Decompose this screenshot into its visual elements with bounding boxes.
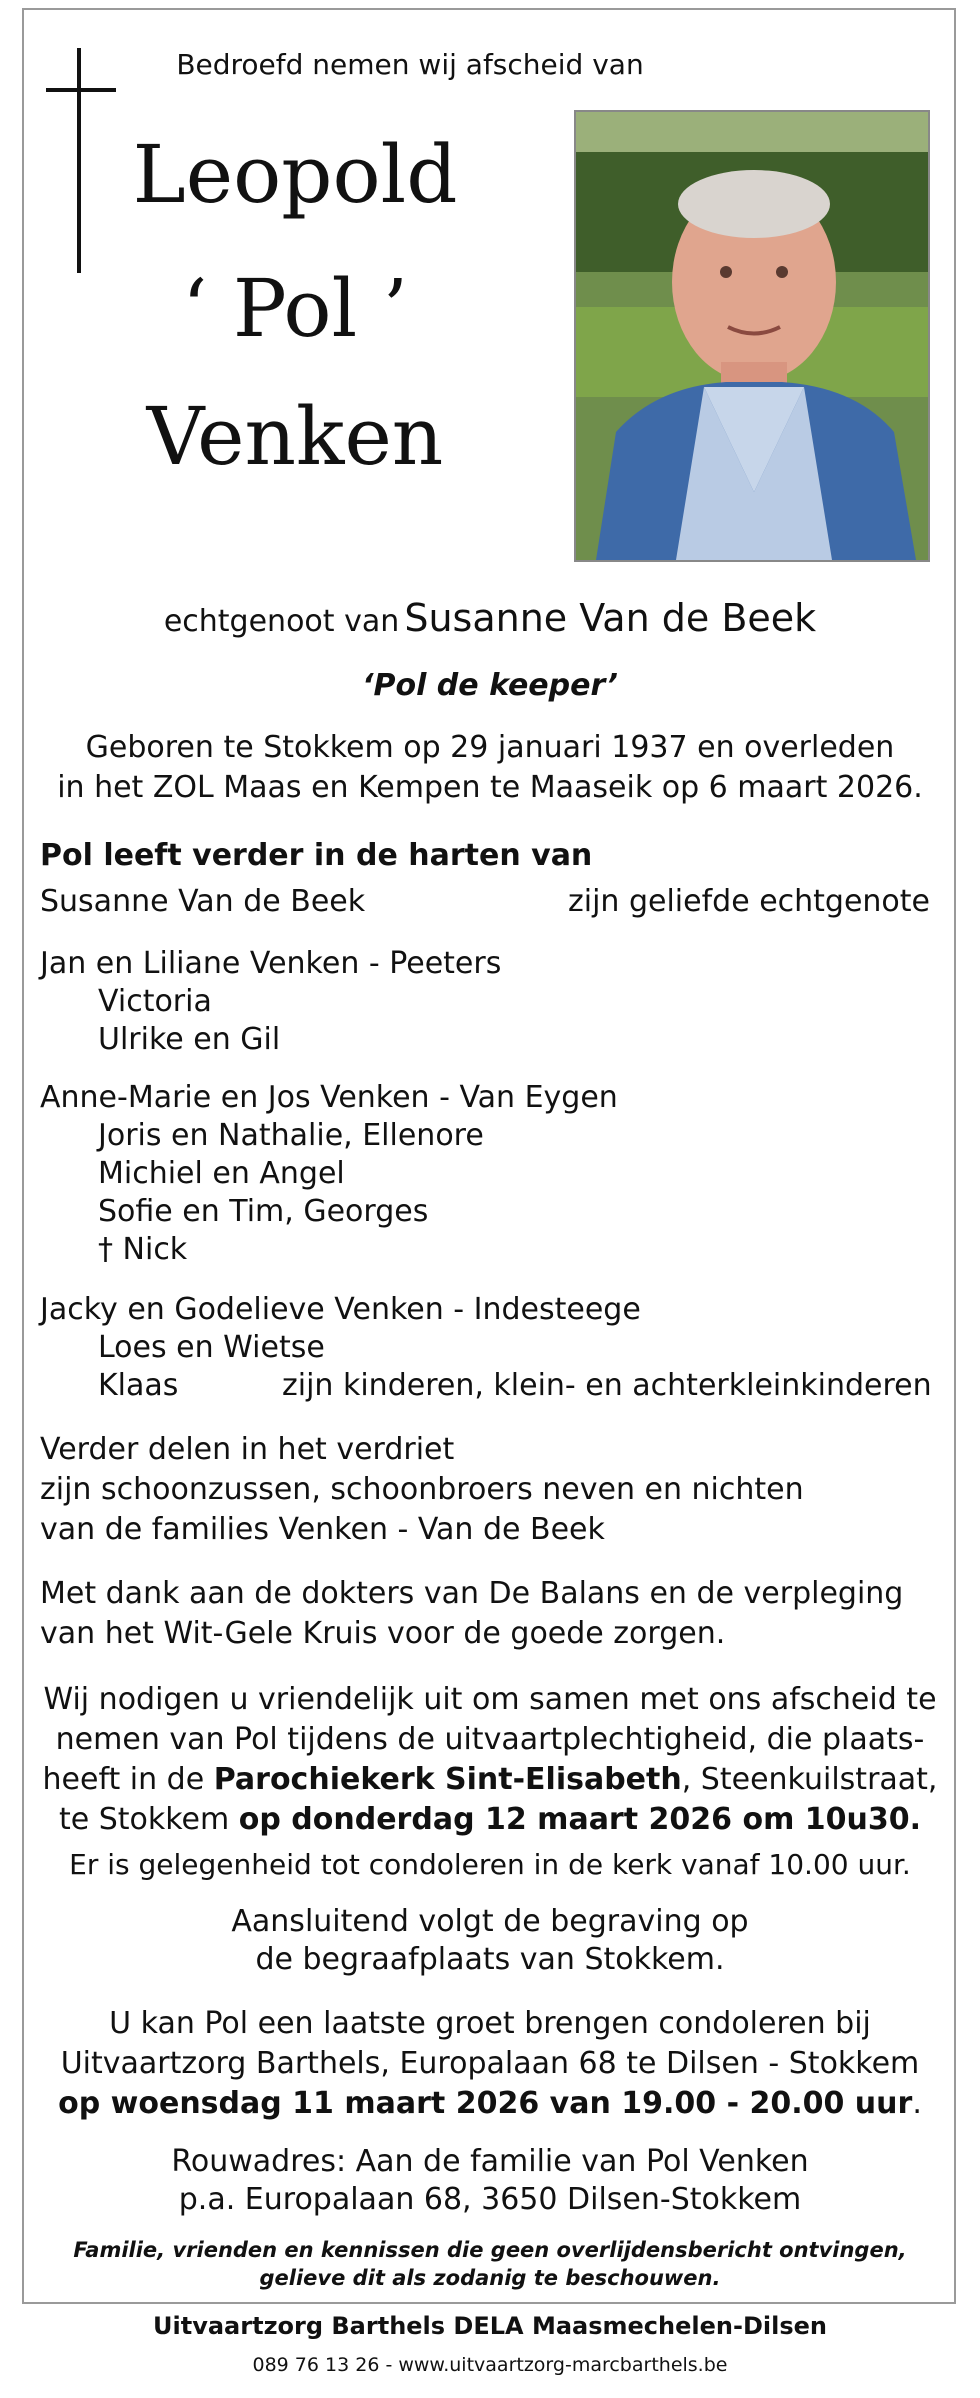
group3-child-1: Loes en Wietse: [98, 1330, 325, 1365]
group2-child-2: Michiel en Angel: [98, 1156, 345, 1191]
last-name: Venken: [146, 390, 444, 483]
visit-datetime: op woensdag 11 maart 2026 van 19.00 - 20.00 uur: [58, 2086, 913, 2121]
note-line-2: gelieve dit als zodanig te beschouwen.: [259, 2266, 721, 2290]
note-line-1: Familie, vrienden en kennissen die geen overlijdensbericht ontvingen,: [73, 2238, 907, 2262]
ceremony-line-3: [0, 1762, 980, 1797]
group1-child-1: Victoria: [98, 984, 212, 1019]
visit-line-3: [0, 2086, 980, 2121]
ceremony-line-2: nemen van Pol tijdens de uitvaartplechtigheid, die plaats-: [55, 1722, 925, 1757]
intro-text: Bedroefd nemen wij afscheid van: [176, 48, 644, 81]
thanks-line-1: Met dank aan de dokters van De Balans en de verpleging: [40, 1576, 904, 1611]
address-line-1: Rouwadres: Aan de familie van Pol Venken: [171, 2144, 809, 2179]
family-heading: Pol leeft verder in de harten van: [40, 838, 593, 873]
address-line-2: p.a. Europalaan 68, 3650 Dilsen-Stokkem: [178, 2182, 802, 2217]
footer-contact: 089 76 13 26 - www.uitvaartzorg-marcbarthels.be: [252, 2354, 728, 2376]
family-spouse-name: Susanne Van de Beek: [40, 884, 366, 919]
group2-child-1: Joris en Nathalie, Ellenore: [98, 1118, 484, 1153]
spouse-name: Susanne Van de Beek: [404, 596, 817, 640]
group2-parents: Anne-Marie en Jos Venken - Van Eygen: [40, 1080, 618, 1115]
burial-line-2: de begraafplaats van Stokkem.: [255, 1942, 725, 1977]
visit-line-2: Uitvaartzorg Barthels, Europalaan 68 te Dilsen - Stokkem: [60, 2046, 920, 2081]
epithet: ‘Pol de keeper’: [362, 668, 618, 703]
church-name: Parochiekerk Sint-Elisabeth: [213, 1762, 682, 1797]
group3-role: zijn kinderen, klein- en achterkleinkinderen: [282, 1368, 932, 1403]
spouse-line: [0, 596, 980, 640]
visit-line-3-post: .: [912, 2086, 922, 2121]
ceremony-line-4: [0, 1802, 980, 1837]
group1-child-2: Ulrike en Gil: [98, 1022, 281, 1057]
ceremony-datetime: op donderdag 12 maart 2026 om 10u30.: [238, 1802, 922, 1837]
visit-line-1: U kan Pol een laatste groet brengen condoleren bij: [109, 2006, 871, 2041]
burial-line-1: Aansluitend volgt de begraving op: [231, 1904, 749, 1939]
others-line-2: zijn schoonzussen, schoonbroers neven en nichten: [40, 1472, 804, 1507]
ceremony-line-1: Wij nodigen u vriendelijk uit om samen met ons afscheid te: [43, 1682, 937, 1717]
ceremony-line-3-post: , Steenkuilstraat,: [681, 1762, 938, 1797]
portrait-photo: [574, 110, 930, 562]
others-line-3: van de families Venken - Van de Beek: [40, 1512, 605, 1547]
portrait-illustration: [576, 112, 928, 560]
first-name: Leopold: [132, 128, 458, 221]
condolence-line: Er is gelegenheid tot condoleren in de kerk vanaf 10.00 uur.: [69, 1848, 911, 1881]
footer-company: Uitvaartzorg Barthels DELA Maasmechelen-Dilsen: [153, 2312, 827, 2340]
birth-line-2: in het ZOL Maas en Kempen te Maaseik op 6 maart 2026.: [57, 770, 923, 805]
group2-child-4: † Nick: [98, 1232, 188, 1267]
thanks-line-2: van het Wit-Gele Kruis voor de goede zorgen.: [40, 1616, 726, 1651]
group3-child-2: Klaas: [98, 1368, 179, 1403]
group2-child-3: Sofie en Tim, Georges: [98, 1194, 429, 1229]
ceremony-line-4-pre: te Stokkem: [58, 1802, 239, 1837]
ceremony-line-3-pre: heeft in de: [42, 1762, 214, 1797]
birth-line-1: Geboren te Stokkem op 29 januari 1937 en overleden: [85, 730, 895, 765]
family-spouse-role: zijn geliefde echtgenote: [568, 884, 931, 919]
others-line-1: Verder delen in het verdriet: [40, 1432, 455, 1467]
footer-separator: [22, 2302, 956, 2304]
group3-parents: Jacky en Godelieve Venken - Indesteege: [40, 1292, 641, 1327]
nickname: ‘ Pol ’: [181, 262, 409, 355]
spouse-prefix: echtgenoot van: [163, 604, 400, 639]
group1-parents: Jan en Liliane Venken - Peeters: [40, 946, 502, 981]
